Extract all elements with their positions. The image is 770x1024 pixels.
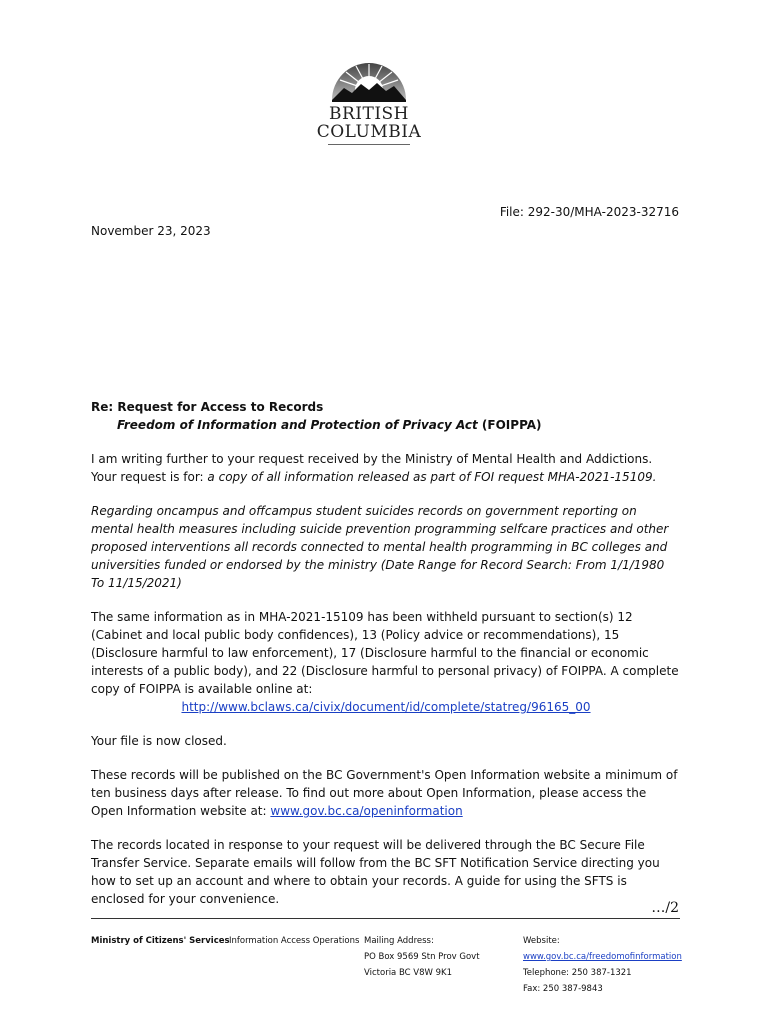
bc-sun-mountains-icon [314,44,424,104]
bc-logo [314,44,424,148]
paragraph-withheld: The same information as in MHA-2021-15109 has been withheld pursuant to section(s) 12 (Cabinet and local public body confidences), 13 (Policy advice or recommendations), 15 (Disclosure harmful to law enforcement), 17 (Disclosure harmful to the financial or economic interests of a public body), and 22 (Disclosure harmful to personal privacy) of FOIPPA. A complete copy of FOIPPA is available online at: [91,610,679,696]
paragraph-request [91,450,681,486]
mailing-label: Mailing Address: [364,936,434,946]
logo-text-columbia: COLUMBIA [316,122,422,142]
subject-line [91,398,681,434]
footer-mailing [364,933,480,981]
footer-divider [91,918,680,919]
act-abbr: (FOIPPA) [477,418,542,432]
foippa-link-line [91,698,681,716]
letter-body [91,398,681,924]
fax: Fax: 250 387-9843 [523,984,603,994]
act-name: Freedom of Information and Protection of Privacy Act [117,418,478,432]
website-label: Website: [523,936,560,946]
subject-label: Re: Request for Access to Records [91,400,324,414]
request-intro: I am writing further to your request received by the Ministry of Mental Health and Addictions. Your request is for: [91,452,653,484]
footer-branch: Information Access Operations [229,936,360,946]
foippa-link[interactable]: http://www.bclaws.ca/civix/document/id/complete/statreg/96165_00 [181,700,591,714]
paragraph-open-information [91,766,681,820]
logo-text-british: BRITISH [328,104,410,124]
paragraph-request-details: Regarding oncampus and offcampus student suicides records on government reporting on mental health measures including suicide prevention programming selfcare practices and other proposed interventions all records connected to mental health programming in BC colleges and universities funded or endorsed by the ministry (Date Range for Record Search: From 1/1/1980 To 11/15/2021) [91,504,669,590]
logo-divider [328,144,410,145]
page-continuation: …/2 [651,900,679,916]
paragraph-sfts: The records located in response to your request will be delivered through the BC Secure File Transfer Service. Separate emails will follow from the BC SFT Notification Service directing you how to set up an account and where to obtain your records. A guide for using the SFTS is enclosed for your convenience. [91,838,660,906]
open-information-link[interactable]: www.gov.bc.ca/openinformation [270,804,463,818]
open-info-text: These records will be published on the BC Government's Open Information website a minimum of ten business days after release. To find out more about Open Information, please access the Open Information website at: [91,768,678,818]
website-link[interactable]: www.gov.bc.ca/freedomofinformation [523,952,682,962]
telephone: Telephone: 250 387-1321 [523,968,632,978]
mailing-line1: PO Box 9569 Stn Prov Govt [364,952,480,962]
paragraph-closed: Your file is now closed. [91,734,227,748]
request-text: a copy of all information released as part of FOI request MHA-2021-15109. [207,470,657,484]
act-line [91,416,681,434]
file-reference: File: 292-30/MHA-2023-32716 [499,205,679,219]
footer-ministry: Ministry of Citizens' Services [91,936,230,946]
mailing-line2: Victoria BC V8W 9K1 [364,968,453,978]
letter-date: November 23, 2023 [91,224,211,238]
footer-contact [523,933,682,997]
